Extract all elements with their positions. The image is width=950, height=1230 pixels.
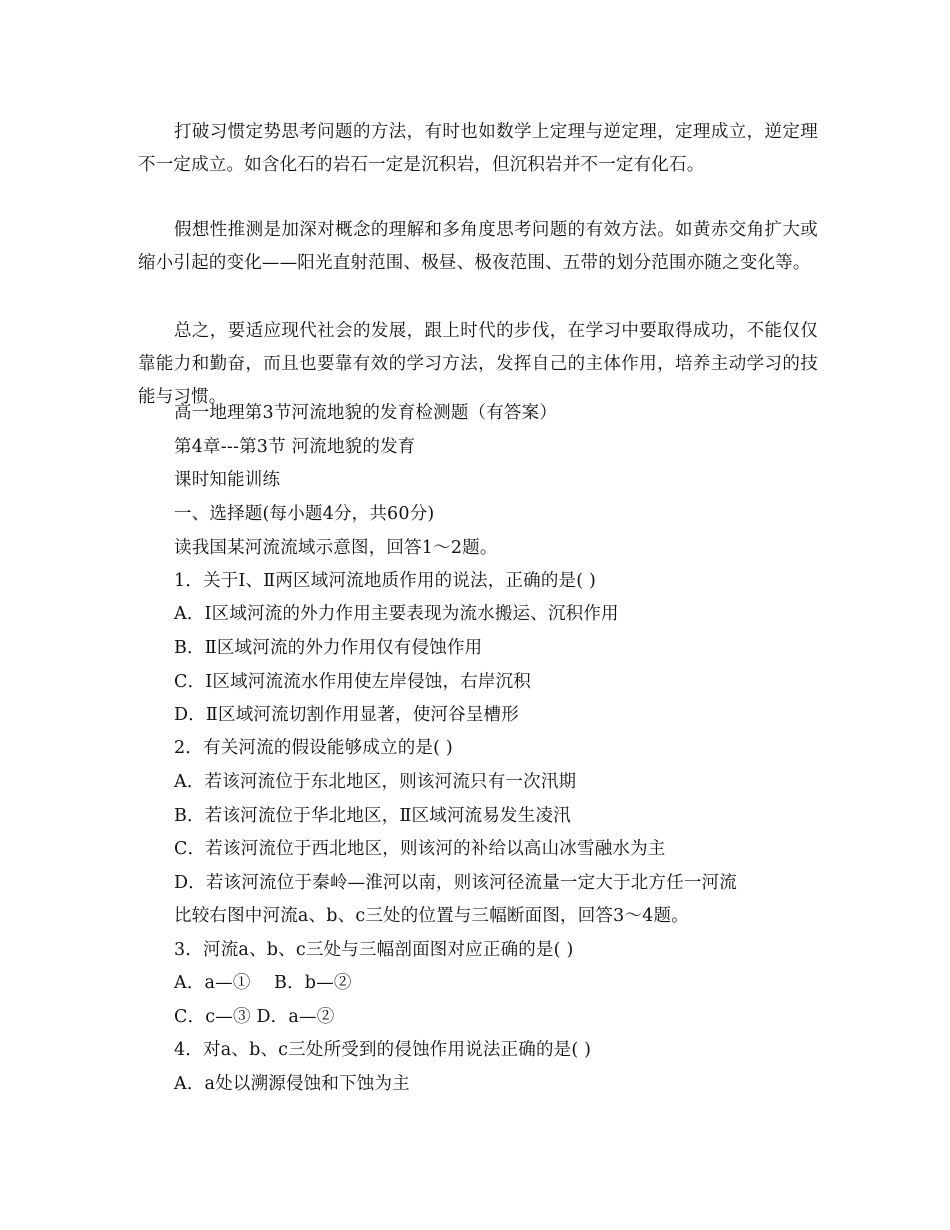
option-1a: A．Ⅰ区域河流的外力作用主要表现为流水搬运、沉积作用 <box>174 604 619 624</box>
paragraph-habit: 打破习惯定势思考问题的方法，有时也如数学上定理与逆定理，定理成立，逆定理不一定成立。如含化石的岩石一定是沉积岩，但沉积岩并不一定有化石。 <box>138 122 818 175</box>
option-2c: C．若该河流位于西北地区，则该河的补给以高山冰雪融水为主 <box>174 839 666 859</box>
option-3ab: A．a—① B．b—② <box>174 973 352 993</box>
option-3cd: C．c—③ D．a—② <box>174 1007 335 1027</box>
option-1d: D．Ⅱ区域河流切割作用显著，使河谷呈槽形 <box>174 705 519 725</box>
option-2a: A．若该河流位于东北地区，则该河流只有一次汛期 <box>174 772 577 792</box>
question-3: 3．河流a、b、c三处与三幅剖面图对应正确的是( ) <box>174 940 574 960</box>
paragraph-summary: 总之，要适应现代社会的发展，跟上时代的步伐，在学习中要取得成功，不能仅仅靠能力和勤奋，而且也要靠有效的学习方法，发挥自己的主体作用，培养主动学习的技能与习惯。 <box>138 321 818 407</box>
option-4a: A．a处以溯源侵蚀和下蚀为主 <box>174 1074 410 1094</box>
instruction-line: 读我国某河流流域示意图，回答1～2题。 <box>174 538 498 558</box>
option-2b: B．若该河流位于华北地区，Ⅱ区域河流易发生凌汛 <box>174 806 571 826</box>
question-2: 2．有关河流的假设能够成立的是( ) <box>174 738 453 758</box>
question-1: 1．关于Ⅰ、Ⅱ两区域河流地质作用的说法，正确的是( ) <box>174 571 597 591</box>
option-1c: C．Ⅰ区域河流流水作用使左岸侵蚀，右岸沉积 <box>174 672 532 692</box>
question-4: 4．对a、b、c三处所受到的侵蚀作用说法正确的是( ) <box>174 1040 592 1060</box>
part-heading: 一、选择题(每小题4分，共60分) <box>174 504 435 524</box>
option-1b: B．Ⅱ区域河流的外力作用仅有侵蚀作用 <box>174 638 483 658</box>
document-title: 高一地理第3节河流地貌的发育检测题（有答案） <box>174 403 558 423</box>
paragraph-hypothesis: 假想性推测是加深对概念的理解和多角度思考问题的有效方法。如黄赤交角扩大或缩小引起的变化——阳光直射范围、极昼、极夜范围、五带的划分范围亦随之变化等。 <box>138 220 818 273</box>
chapter-heading: 第4章---第3节 河流地貌的发育 <box>174 437 416 457</box>
section-heading: 课时知能训练 <box>174 470 281 490</box>
option-2d: D．若该河流位于秦岭—淮河以南，则该河径流量一定大于北方任一河流 <box>174 873 737 893</box>
instruction-line-2: 比较右图中河流a、b、c三处的位置与三幅断面图，回答3～4题。 <box>174 906 689 926</box>
